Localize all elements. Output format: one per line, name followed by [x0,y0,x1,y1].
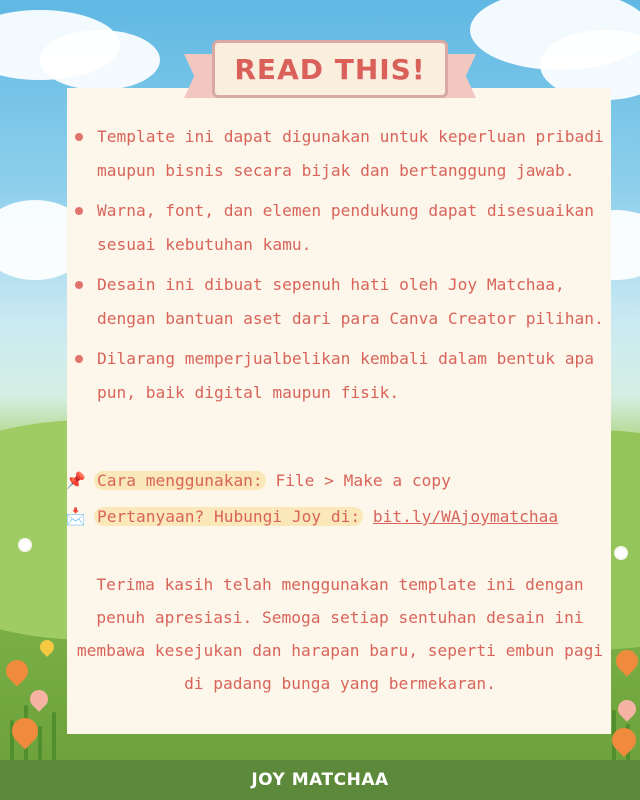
contact-line [64,504,624,530]
list-item-text: Dilarang memperjualbelikan kembali dalam bentuk apa pun, baik digital maupun fisik. [97,349,595,402]
yellow-flower [37,637,57,657]
orange-flower [1,655,32,686]
pink-flower [614,696,639,721]
bullet-dot-icon [75,207,83,215]
list-item [75,342,605,410]
envelope-icon: 📩 [65,507,87,526]
footer-bar [0,760,640,800]
bird-icon: 〰 [52,34,70,55]
bullet-dot-icon [75,355,83,363]
how-to-line [64,468,624,494]
how-to-value: File > Make a copy [275,471,451,490]
contact-label: Pertanyaan? Hubungi Joy di: [94,507,363,526]
how-to-label: Cara menggunakan: [94,471,266,490]
bullet-dot-icon [75,133,83,141]
grass-blade [52,712,56,760]
title-banner [212,40,448,98]
list-item [75,268,605,336]
closing-message: Terima kasih telah menggunakan template ini dengan penuh apresiasi. Semoga setiap sentuhan desain ini membawa kesejukan dan harapan baru, seperti embun pagi di padang bunga yang bermekaran. [76,575,604,693]
contact-link[interactable]: bit.ly/WAjoymatchaa [372,507,559,526]
list-item-text: Template ini dapat digunakan untuk keperluan pribadi maupun bisnis secara bijak dan bertanggung jawab. [97,127,604,180]
banner-title: READ THIS! [234,52,426,86]
pushpin-icon: 📌 [65,471,87,490]
daisy-flower [20,540,30,550]
footer-brand: JOY MATCHAA [251,770,389,790]
list-item-text: Desain ini dibuat sepenuh hati oleh Joy Matchaa, dengan bantuan aset dari para Canva Creator pilihan. [97,275,604,328]
bird-icon: 〰 [566,28,584,49]
banner-body [212,40,448,98]
bullet-dot-icon [75,281,83,289]
list-item [75,120,605,188]
list-item [75,194,605,262]
pink-flower [26,686,51,711]
grass-blade [38,726,42,760]
bird-icon: 〰 [590,51,603,65]
list-item-text: Warna, font, dan elemen pendukung dapat disesuaikan sesuai kebutuhan kamu. [97,201,595,254]
orange-flower [611,645,640,676]
rules-list [75,120,605,416]
daisy-flower [616,548,626,558]
